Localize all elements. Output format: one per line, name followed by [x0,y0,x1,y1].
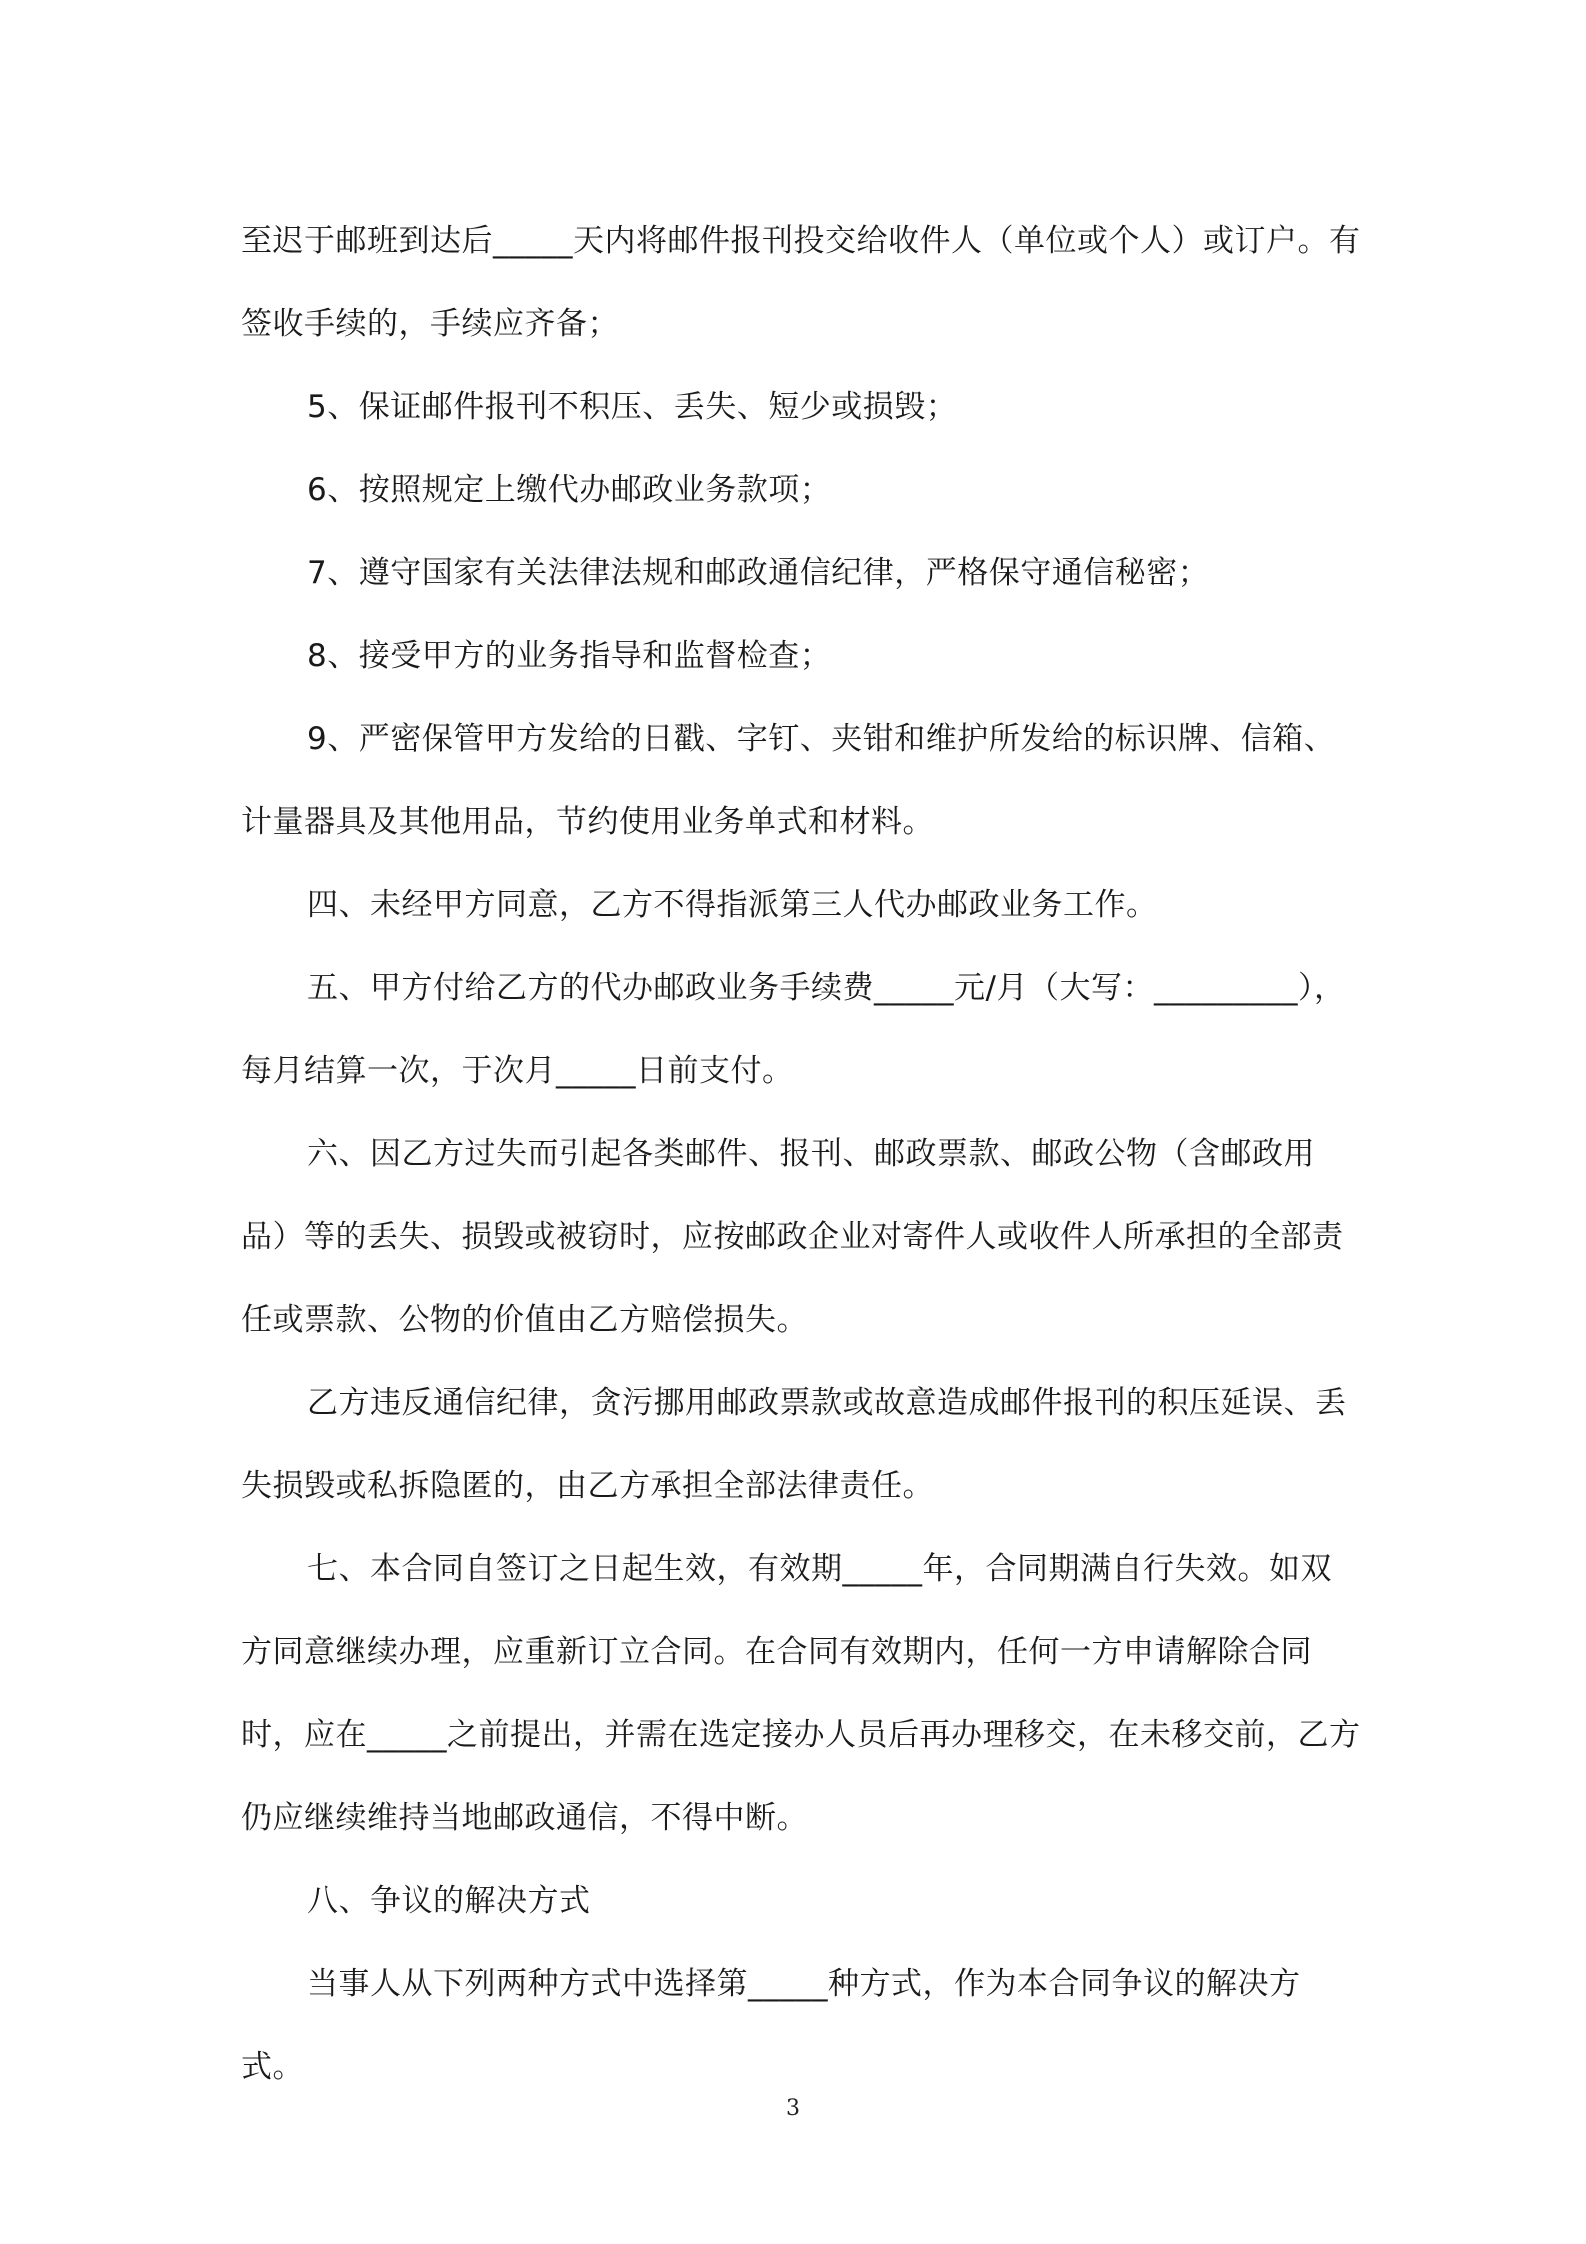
clause-8-accept-supervision: 8、接受甲方的业务指导和监督检查； [307,638,832,674]
paragraph-dispute-choice: 当事人从下列两种方式中选择第_____种方式，作为本合同争议的解决方式。 [241,1966,1301,2085]
clause-9-safekeeping: 9、严密保管甲方发给的日戳、字钉、夹钳和维护所发给的标识牌、信箱、计量器具及其他用品，节约使用业务单式和材料。 [241,721,1336,840]
section-8-dispute-heading: 八、争议的解决方式 [307,1883,591,1919]
section-7-validity: 七、本合同自签订之日起生效，有效期_____年，合同期满自行失效。如双方同意继续办理，应重新订立合同。在合同有效期内，任何一方申请解除合同时，应在_____之前提出，并需在选定接办人员后再办理移交，在未移交前，乙方仍应继续维持当地邮政通信，不得中断。 [241,1551,1361,1836]
section-4-no-third-party: 四、未经甲方同意，乙方不得指派第三人代办邮政业务工作。 [307,887,1158,923]
section-5-fees: 五、甲方付给乙方的代办邮政业务手续费_____元/月（大写：_________），每月结算一次，于次月_____日前支付。 [241,970,1346,1089]
clause-6-remit-payments: 6、按照规定上缴代办邮政业务款项； [307,472,832,508]
section-6-liability: 六、因乙方过失而引起各类邮件、报刊、邮政票款、邮政公物（含邮政用品）等的丢失、损毁或被窃时，应按邮政企业对寄件人或收件人所承担的全部责任或票款、公物的价值由乙方赔偿损失。 [241,1136,1344,1338]
clause-7-comply-laws: 7、遵守国家有关法律法规和邮政通信纪律，严格保守通信秘密； [307,555,1210,591]
contract-body [241,200,1361,2109]
paragraph-legal-liability: 乙方违反通信纪律，贪污挪用邮政票款或故意造成邮件报刊的积压延误、丢失损毁或私拆隐匿的，由乙方承担全部法律责任。 [241,1385,1347,1504]
paragraph-continued-delivery: 至迟于邮班到达后_____天内将邮件报刊投交给收件人（单位或个人）或订户。有签收手续的，手续应齐备； [241,223,1361,342]
clause-5-no-loss: 5、保证邮件报刊不积压、丢失、短少或损毁； [307,389,958,425]
page-number: 3 [786,2096,800,2121]
